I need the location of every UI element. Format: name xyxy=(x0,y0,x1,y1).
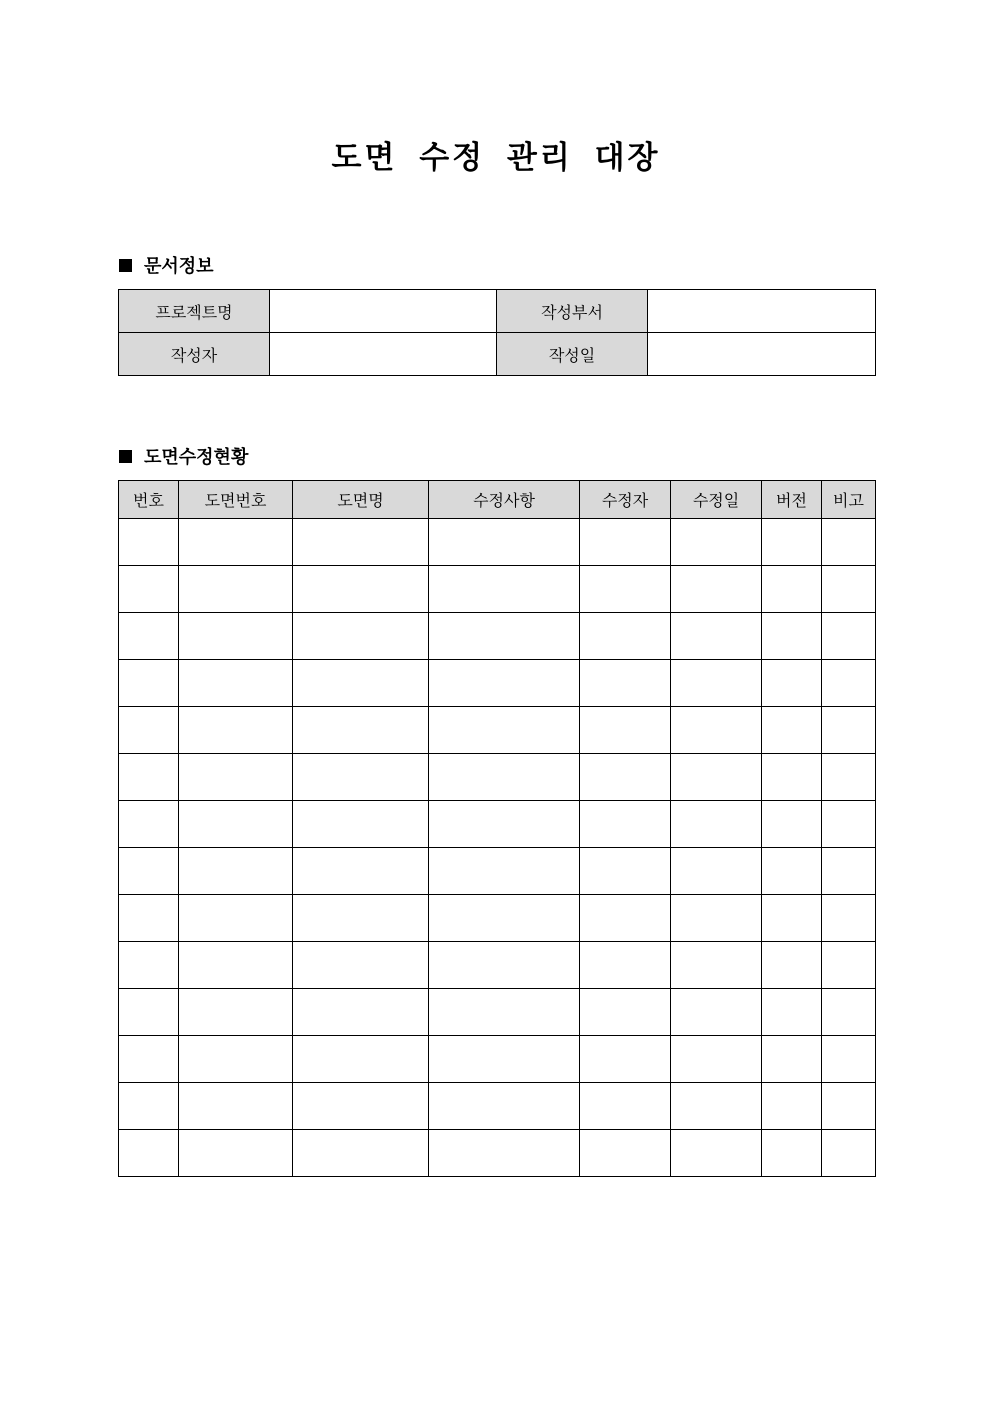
cell-revision-date[interactable] xyxy=(671,1036,762,1083)
square-bullet-icon xyxy=(119,259,132,272)
table-row xyxy=(119,707,876,754)
column-header-revision-date: 수정일 xyxy=(671,481,762,519)
cell-drawing-name[interactable] xyxy=(293,895,429,942)
cell-no[interactable] xyxy=(119,848,179,895)
cell-remarks[interactable] xyxy=(822,1130,876,1177)
author-label: 작성자 xyxy=(119,333,270,376)
cell-version[interactable] xyxy=(762,801,822,848)
table-row xyxy=(119,660,876,707)
cell-drawing-name[interactable] xyxy=(293,1083,429,1130)
column-header-revision-details: 수정사항 xyxy=(429,481,580,519)
cell-revision-details[interactable] xyxy=(429,1083,580,1130)
cell-drawing-number[interactable] xyxy=(179,566,293,613)
cell-drawing-number[interactable] xyxy=(179,942,293,989)
column-header-remarks: 비고 xyxy=(822,481,876,519)
cell-drawing-name[interactable] xyxy=(293,848,429,895)
cell-drawing-name[interactable] xyxy=(293,613,429,660)
cell-remarks[interactable] xyxy=(822,519,876,566)
cell-revision-date[interactable] xyxy=(671,1083,762,1130)
cell-revision-date[interactable] xyxy=(671,519,762,566)
table-body xyxy=(119,519,876,1177)
table-row xyxy=(119,754,876,801)
cell-drawing-number[interactable] xyxy=(179,660,293,707)
cell-no[interactable] xyxy=(119,754,179,801)
cell-no[interactable] xyxy=(119,519,179,566)
cell-revision-details[interactable] xyxy=(429,566,580,613)
column-header-drawing-name: 도면명 xyxy=(293,481,429,519)
cell-revision-details[interactable] xyxy=(429,942,580,989)
cell-revision-date[interactable] xyxy=(671,566,762,613)
revision-status-table xyxy=(118,480,876,1177)
table-row xyxy=(119,1036,876,1083)
cell-reviser[interactable] xyxy=(580,519,671,566)
cell-revision-date[interactable] xyxy=(671,754,762,801)
cell-no[interactable] xyxy=(119,1036,179,1083)
cell-revision-date[interactable] xyxy=(671,1130,762,1177)
cell-reviser[interactable] xyxy=(580,613,671,660)
cell-drawing-name[interactable] xyxy=(293,707,429,754)
cell-drawing-name[interactable] xyxy=(293,566,429,613)
cell-no[interactable] xyxy=(119,566,179,613)
column-header-drawing-number: 도면번호 xyxy=(179,481,293,519)
cell-no[interactable] xyxy=(119,660,179,707)
project-name-label: 프로젝트명 xyxy=(119,290,270,333)
doc-info-table xyxy=(118,289,876,376)
author-department-label: 작성부서 xyxy=(497,290,648,333)
cell-revision-date[interactable] xyxy=(671,942,762,989)
cell-reviser[interactable] xyxy=(580,895,671,942)
table-row xyxy=(119,1083,876,1130)
cell-revision-details[interactable] xyxy=(429,989,580,1036)
project-name-field[interactable] xyxy=(270,290,497,333)
cell-version[interactable] xyxy=(762,1036,822,1083)
cell-version[interactable] xyxy=(762,895,822,942)
table-row xyxy=(119,613,876,660)
cell-drawing-name[interactable] xyxy=(293,519,429,566)
cell-remarks[interactable] xyxy=(822,707,876,754)
cell-version[interactable] xyxy=(762,1130,822,1177)
cell-revision-details[interactable] xyxy=(429,660,580,707)
cell-revision-details[interactable] xyxy=(429,1130,580,1177)
cell-no[interactable] xyxy=(119,801,179,848)
cell-drawing-name[interactable] xyxy=(293,660,429,707)
cell-reviser[interactable] xyxy=(580,942,671,989)
cell-drawing-number[interactable] xyxy=(179,848,293,895)
cell-version[interactable] xyxy=(762,1083,822,1130)
cell-version[interactable] xyxy=(762,660,822,707)
cell-drawing-number[interactable] xyxy=(179,1083,293,1130)
cell-revision-details[interactable] xyxy=(429,519,580,566)
cell-revision-details[interactable] xyxy=(429,1036,580,1083)
cell-drawing-name[interactable] xyxy=(293,754,429,801)
cell-no[interactable] xyxy=(119,989,179,1036)
cell-drawing-number[interactable] xyxy=(179,801,293,848)
table-row xyxy=(119,566,876,613)
cell-remarks[interactable] xyxy=(822,1083,876,1130)
cell-remarks[interactable] xyxy=(822,848,876,895)
doc-info-row xyxy=(119,333,876,376)
created-date-field[interactable] xyxy=(648,333,876,376)
cell-version[interactable] xyxy=(762,754,822,801)
cell-version[interactable] xyxy=(762,848,822,895)
table-row xyxy=(119,1130,876,1177)
cell-drawing-number[interactable] xyxy=(179,754,293,801)
cell-reviser[interactable] xyxy=(580,660,671,707)
cell-remarks[interactable] xyxy=(822,613,876,660)
cell-remarks[interactable] xyxy=(822,754,876,801)
cell-drawing-name[interactable] xyxy=(293,801,429,848)
cell-remarks[interactable] xyxy=(822,1036,876,1083)
cell-drawing-name[interactable] xyxy=(293,942,429,989)
doc-info-heading xyxy=(119,252,214,278)
cell-revision-details[interactable] xyxy=(429,801,580,848)
author-department-field[interactable] xyxy=(648,290,876,333)
table-row xyxy=(119,519,876,566)
table-row xyxy=(119,848,876,895)
cell-drawing-name[interactable] xyxy=(293,989,429,1036)
cell-drawing-number[interactable] xyxy=(179,1130,293,1177)
column-header-version: 버전 xyxy=(762,481,822,519)
cell-remarks[interactable] xyxy=(822,566,876,613)
page-title: 도면 수정 관리 대장 xyxy=(331,140,661,176)
table-row xyxy=(119,942,876,989)
cell-drawing-name[interactable] xyxy=(293,1130,429,1177)
cell-version[interactable] xyxy=(762,707,822,754)
cell-version[interactable] xyxy=(762,566,822,613)
cell-drawing-name[interactable] xyxy=(293,1036,429,1083)
cell-reviser[interactable] xyxy=(580,566,671,613)
cell-remarks[interactable] xyxy=(822,895,876,942)
cell-version[interactable] xyxy=(762,989,822,1036)
cell-no[interactable] xyxy=(119,1083,179,1130)
table-header-row xyxy=(119,481,876,519)
cell-version[interactable] xyxy=(762,519,822,566)
cell-remarks[interactable] xyxy=(822,942,876,989)
cell-reviser[interactable] xyxy=(580,754,671,801)
table-row xyxy=(119,989,876,1036)
cell-remarks[interactable] xyxy=(822,660,876,707)
table-row xyxy=(119,895,876,942)
cell-revision-date[interactable] xyxy=(671,989,762,1036)
cell-reviser[interactable] xyxy=(580,707,671,754)
cell-no[interactable] xyxy=(119,1130,179,1177)
cell-remarks[interactable] xyxy=(822,989,876,1036)
cell-drawing-number[interactable] xyxy=(179,707,293,754)
author-field[interactable] xyxy=(270,333,497,376)
square-bullet-icon xyxy=(119,450,132,463)
doc-info-row xyxy=(119,290,876,333)
cell-revision-date[interactable] xyxy=(671,895,762,942)
table-row xyxy=(119,801,876,848)
cell-no[interactable] xyxy=(119,707,179,754)
cell-revision-date[interactable] xyxy=(671,848,762,895)
cell-revision-date[interactable] xyxy=(671,707,762,754)
cell-reviser[interactable] xyxy=(580,1083,671,1130)
cell-drawing-number[interactable] xyxy=(179,895,293,942)
cell-revision-details[interactable] xyxy=(429,848,580,895)
cell-revision-date[interactable] xyxy=(671,801,762,848)
revision-status-heading-label: 도면수정현황 xyxy=(144,447,249,468)
cell-reviser[interactable] xyxy=(580,1130,671,1177)
column-header-reviser: 수정자 xyxy=(580,481,671,519)
cell-no[interactable] xyxy=(119,942,179,989)
cell-remarks[interactable] xyxy=(822,801,876,848)
doc-info-heading-label: 문서정보 xyxy=(144,256,214,277)
cell-reviser[interactable] xyxy=(580,1036,671,1083)
cell-revision-date[interactable] xyxy=(671,660,762,707)
cell-revision-details[interactable] xyxy=(429,895,580,942)
cell-no[interactable] xyxy=(119,613,179,660)
cell-drawing-number[interactable] xyxy=(179,519,293,566)
cell-revision-details[interactable] xyxy=(429,707,580,754)
cell-revision-date[interactable] xyxy=(671,613,762,660)
cell-revision-details[interactable] xyxy=(429,754,580,801)
cell-version[interactable] xyxy=(762,942,822,989)
cell-drawing-number[interactable] xyxy=(179,1036,293,1083)
cell-reviser[interactable] xyxy=(580,801,671,848)
cell-version[interactable] xyxy=(762,613,822,660)
cell-revision-details[interactable] xyxy=(429,613,580,660)
cell-drawing-number[interactable] xyxy=(179,989,293,1036)
cell-no[interactable] xyxy=(119,895,179,942)
created-date-label: 작성일 xyxy=(497,333,648,376)
cell-reviser[interactable] xyxy=(580,848,671,895)
column-header-no: 번호 xyxy=(119,481,179,519)
revision-status-heading xyxy=(119,443,248,469)
cell-reviser[interactable] xyxy=(580,989,671,1036)
cell-drawing-number[interactable] xyxy=(179,613,293,660)
